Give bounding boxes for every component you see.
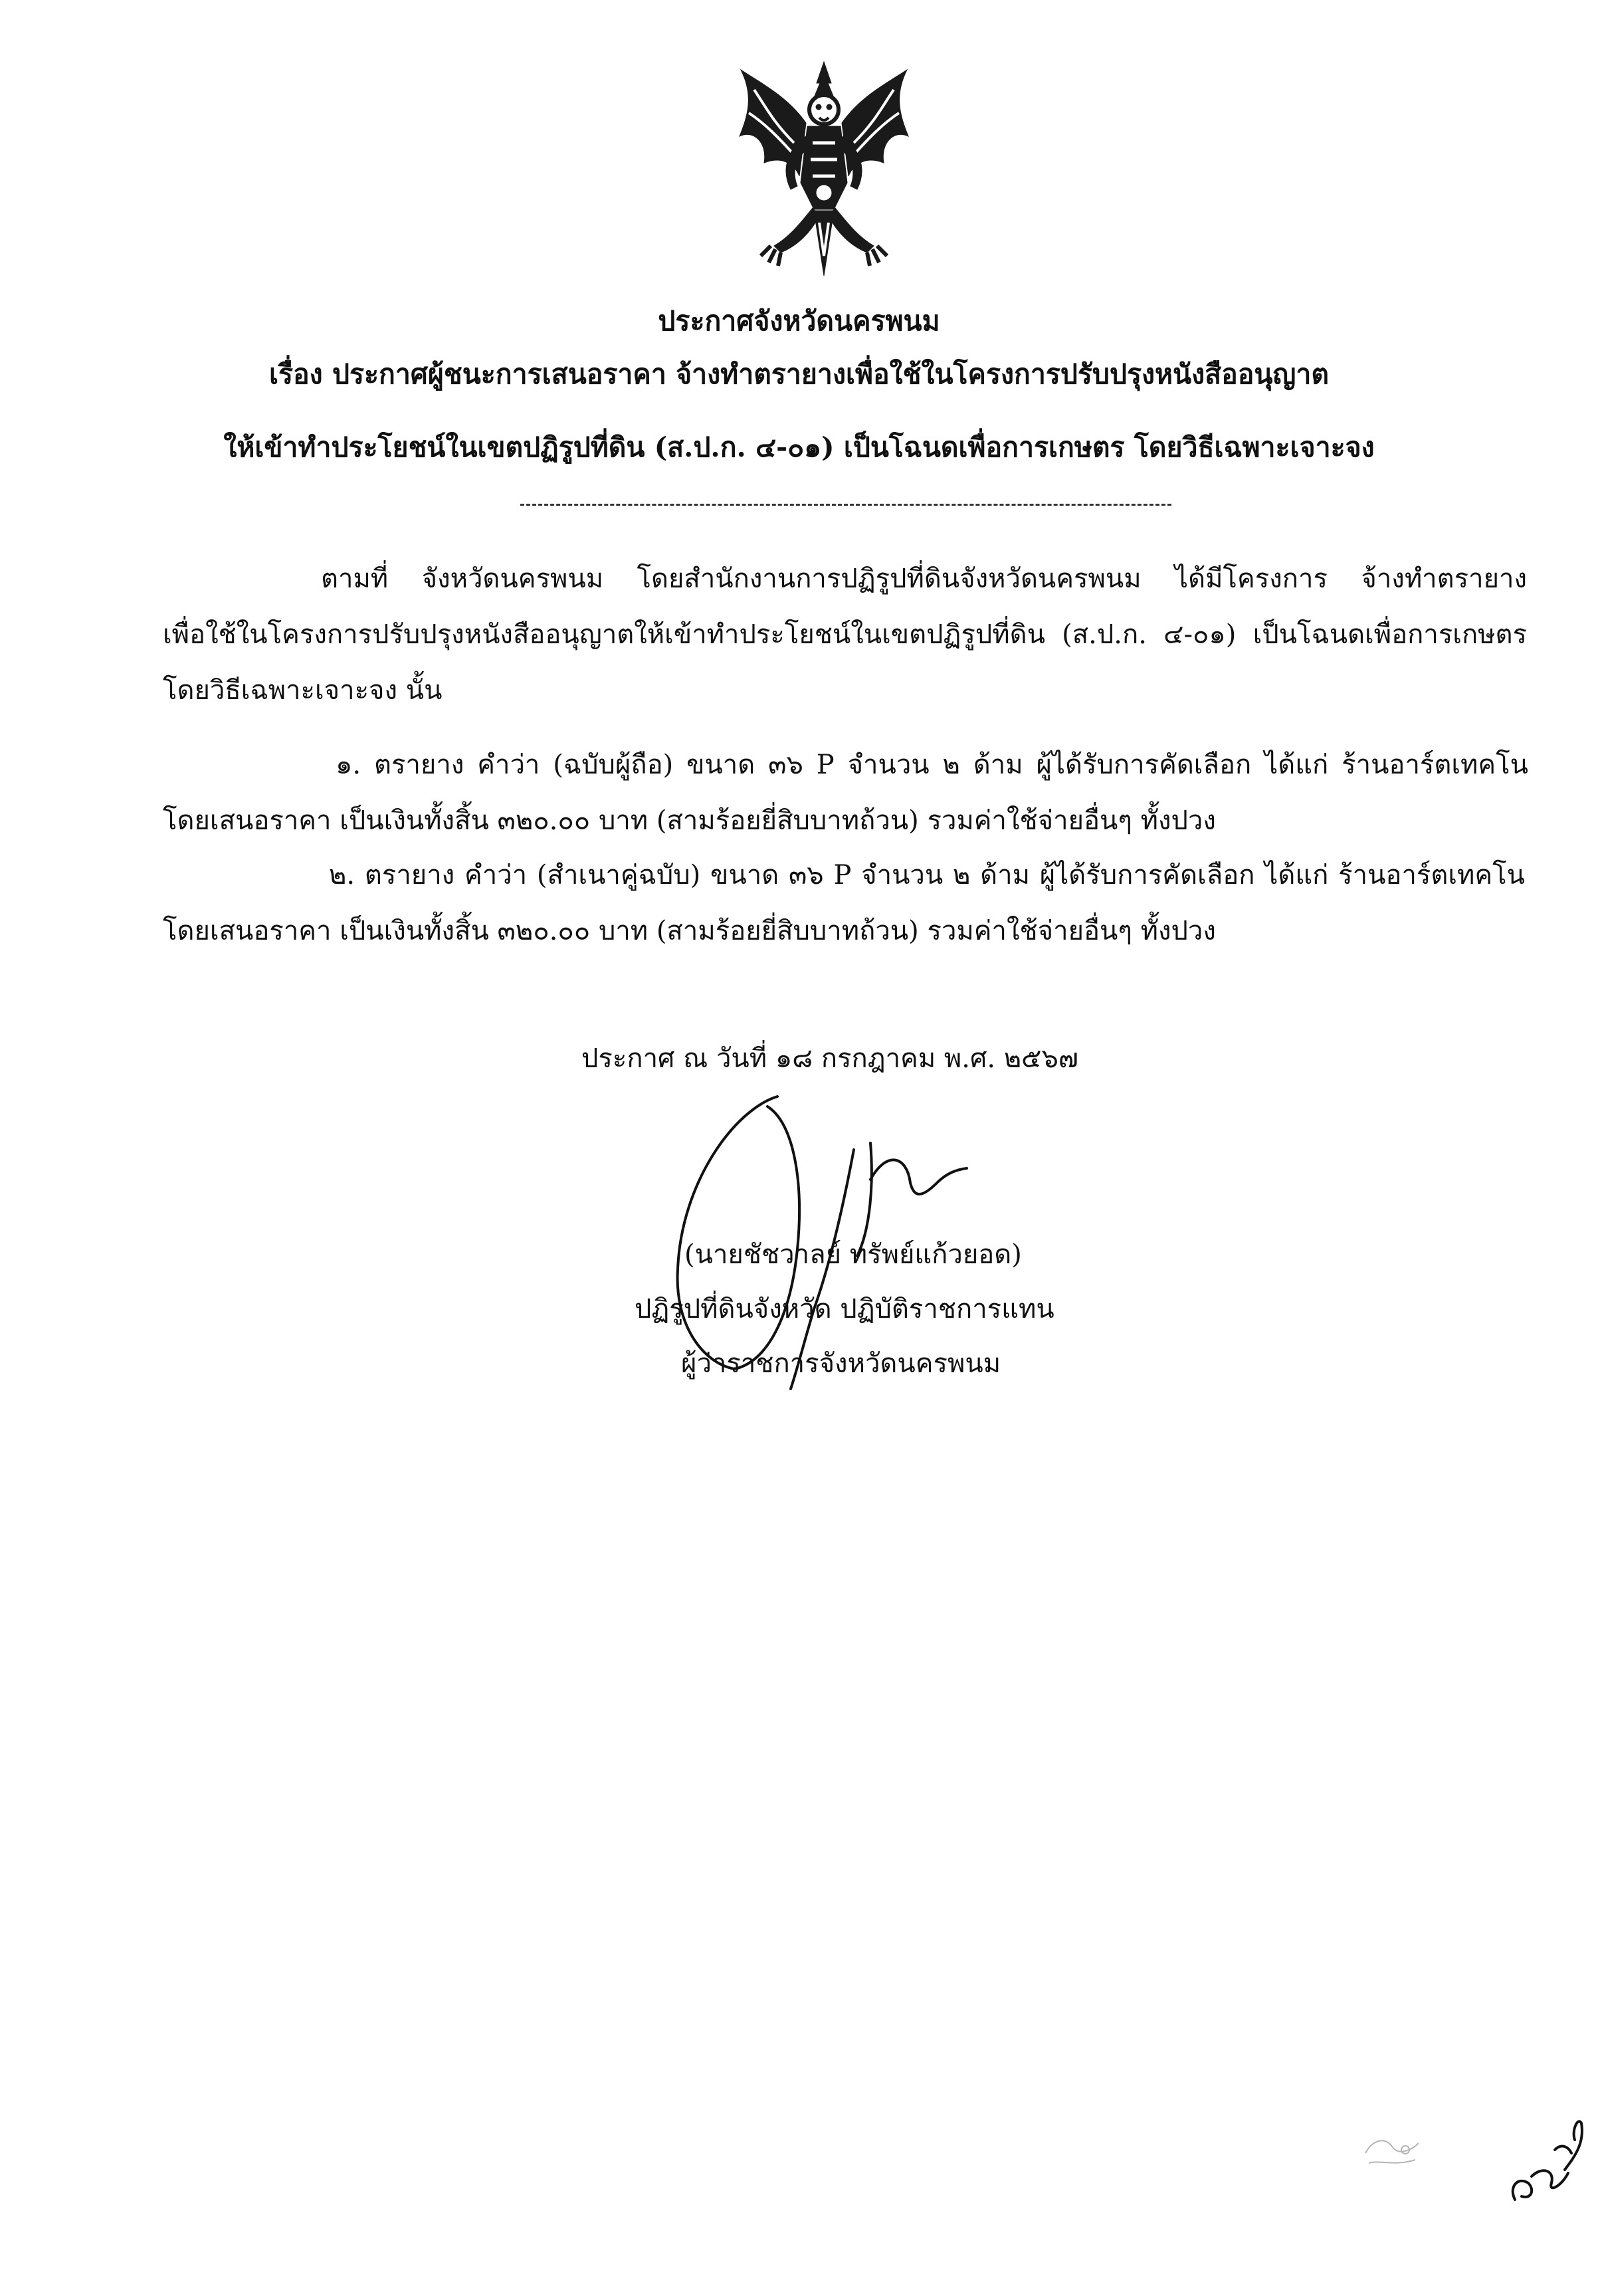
- item-2-line-2: โดยเสนอราคา เป็นเงินทั้งสิ้น ๓๒๐.๐๐ บาท (สามร้อยยี่สิบบาทถ้วน) รวมค่าใช้จ่ายอื่นๆ ทั้งปวง: [163, 916, 1216, 946]
- signer-name: (นายชัชวาลย์ ทรัพย์แก้วยอด): [684, 1239, 1022, 1270]
- signer-position-line-2: ผู้ว่าราชการจังหวัดนครพนม: [681, 1348, 1001, 1379]
- heading-divider: [520, 504, 1171, 506]
- item-1-line-1: ๑. ตรายาง คำว่า (ฉบับผู้ถือ) ขนาด ๓๖ P จำนวน ๒ ด้าม ผู้ได้รับการคัดเลือก ได้แก่ ร้านอาร์ตเทคโน: [336, 750, 1528, 780]
- document-title: ประกาศจังหวัดนครพนม: [658, 305, 940, 337]
- garuda-emblem-icon: [734, 56, 914, 279]
- faint-stamp-mark: [1359, 2130, 1425, 2176]
- intro-paragraph-line-2: เพื่อใช้ในโครงการปรับปรุงหนังสืออนุญาตให้เข้าทำประโยชน์ในเขตปฏิรูปที่ดิน (ส.ป.ก. ๔-๐๑) เป็นโฉนดเพื่อการเกษตร: [163, 619, 1527, 650]
- item-2-line-1: ๒. ตรายาง คำว่า (สำเนาคู่ฉบับ) ขนาด ๓๖ P จำนวน ๒ ด้าม ผู้ได้รับการคัดเลือก ได้แก่ ร้านอาร์ตเทคโน: [329, 860, 1525, 890]
- signer-position-line-1: ปฏิรูปที่ดินจังหวัด ปฏิบัติราชการแทน: [635, 1294, 1054, 1324]
- handwritten-initials-mark: [1502, 2110, 1595, 2210]
- intro-paragraph-line-1: ตามที่ จังหวัดนครพนม โดยสำนักงานการปฏิรูปที่ดินจังหวัดนครพนม ได้มีโครงการ จ้างทำตรายาง: [321, 564, 1527, 594]
- announcement-date: ประกาศ ณ วันที่ ๑๘ กรกฎาคม พ.ศ. ๒๕๖๗: [581, 1043, 1078, 1074]
- item-1-line-2: โดยเสนอราคา เป็นเงินทั้งสิ้น ๓๒๐.๐๐ บาท (สามร้อยยี่สิบบาทถ้วน) รวมค่าใช้จ่ายอื่นๆ ทั้งปวง: [163, 805, 1216, 836]
- intro-paragraph-line-3: โดยวิธีเฉพาะเจาะจง นั้น: [163, 675, 443, 706]
- subject-line-continued: ให้เข้าทำประโยชน์ในเขตปฏิรูปที่ดิน (ส.ป.ก. ๔-๐๑) เป็นโฉนดเพื่อการเกษตร โดยวิธีเฉพาะเจาะจง: [223, 431, 1375, 463]
- subject-line: เรื่อง ประกาศผู้ชนะการเสนอราคา จ้างทำตรายางเพื่อใช้ในโครงการปรับปรุงหนังสืออนุญาต: [269, 358, 1329, 390]
